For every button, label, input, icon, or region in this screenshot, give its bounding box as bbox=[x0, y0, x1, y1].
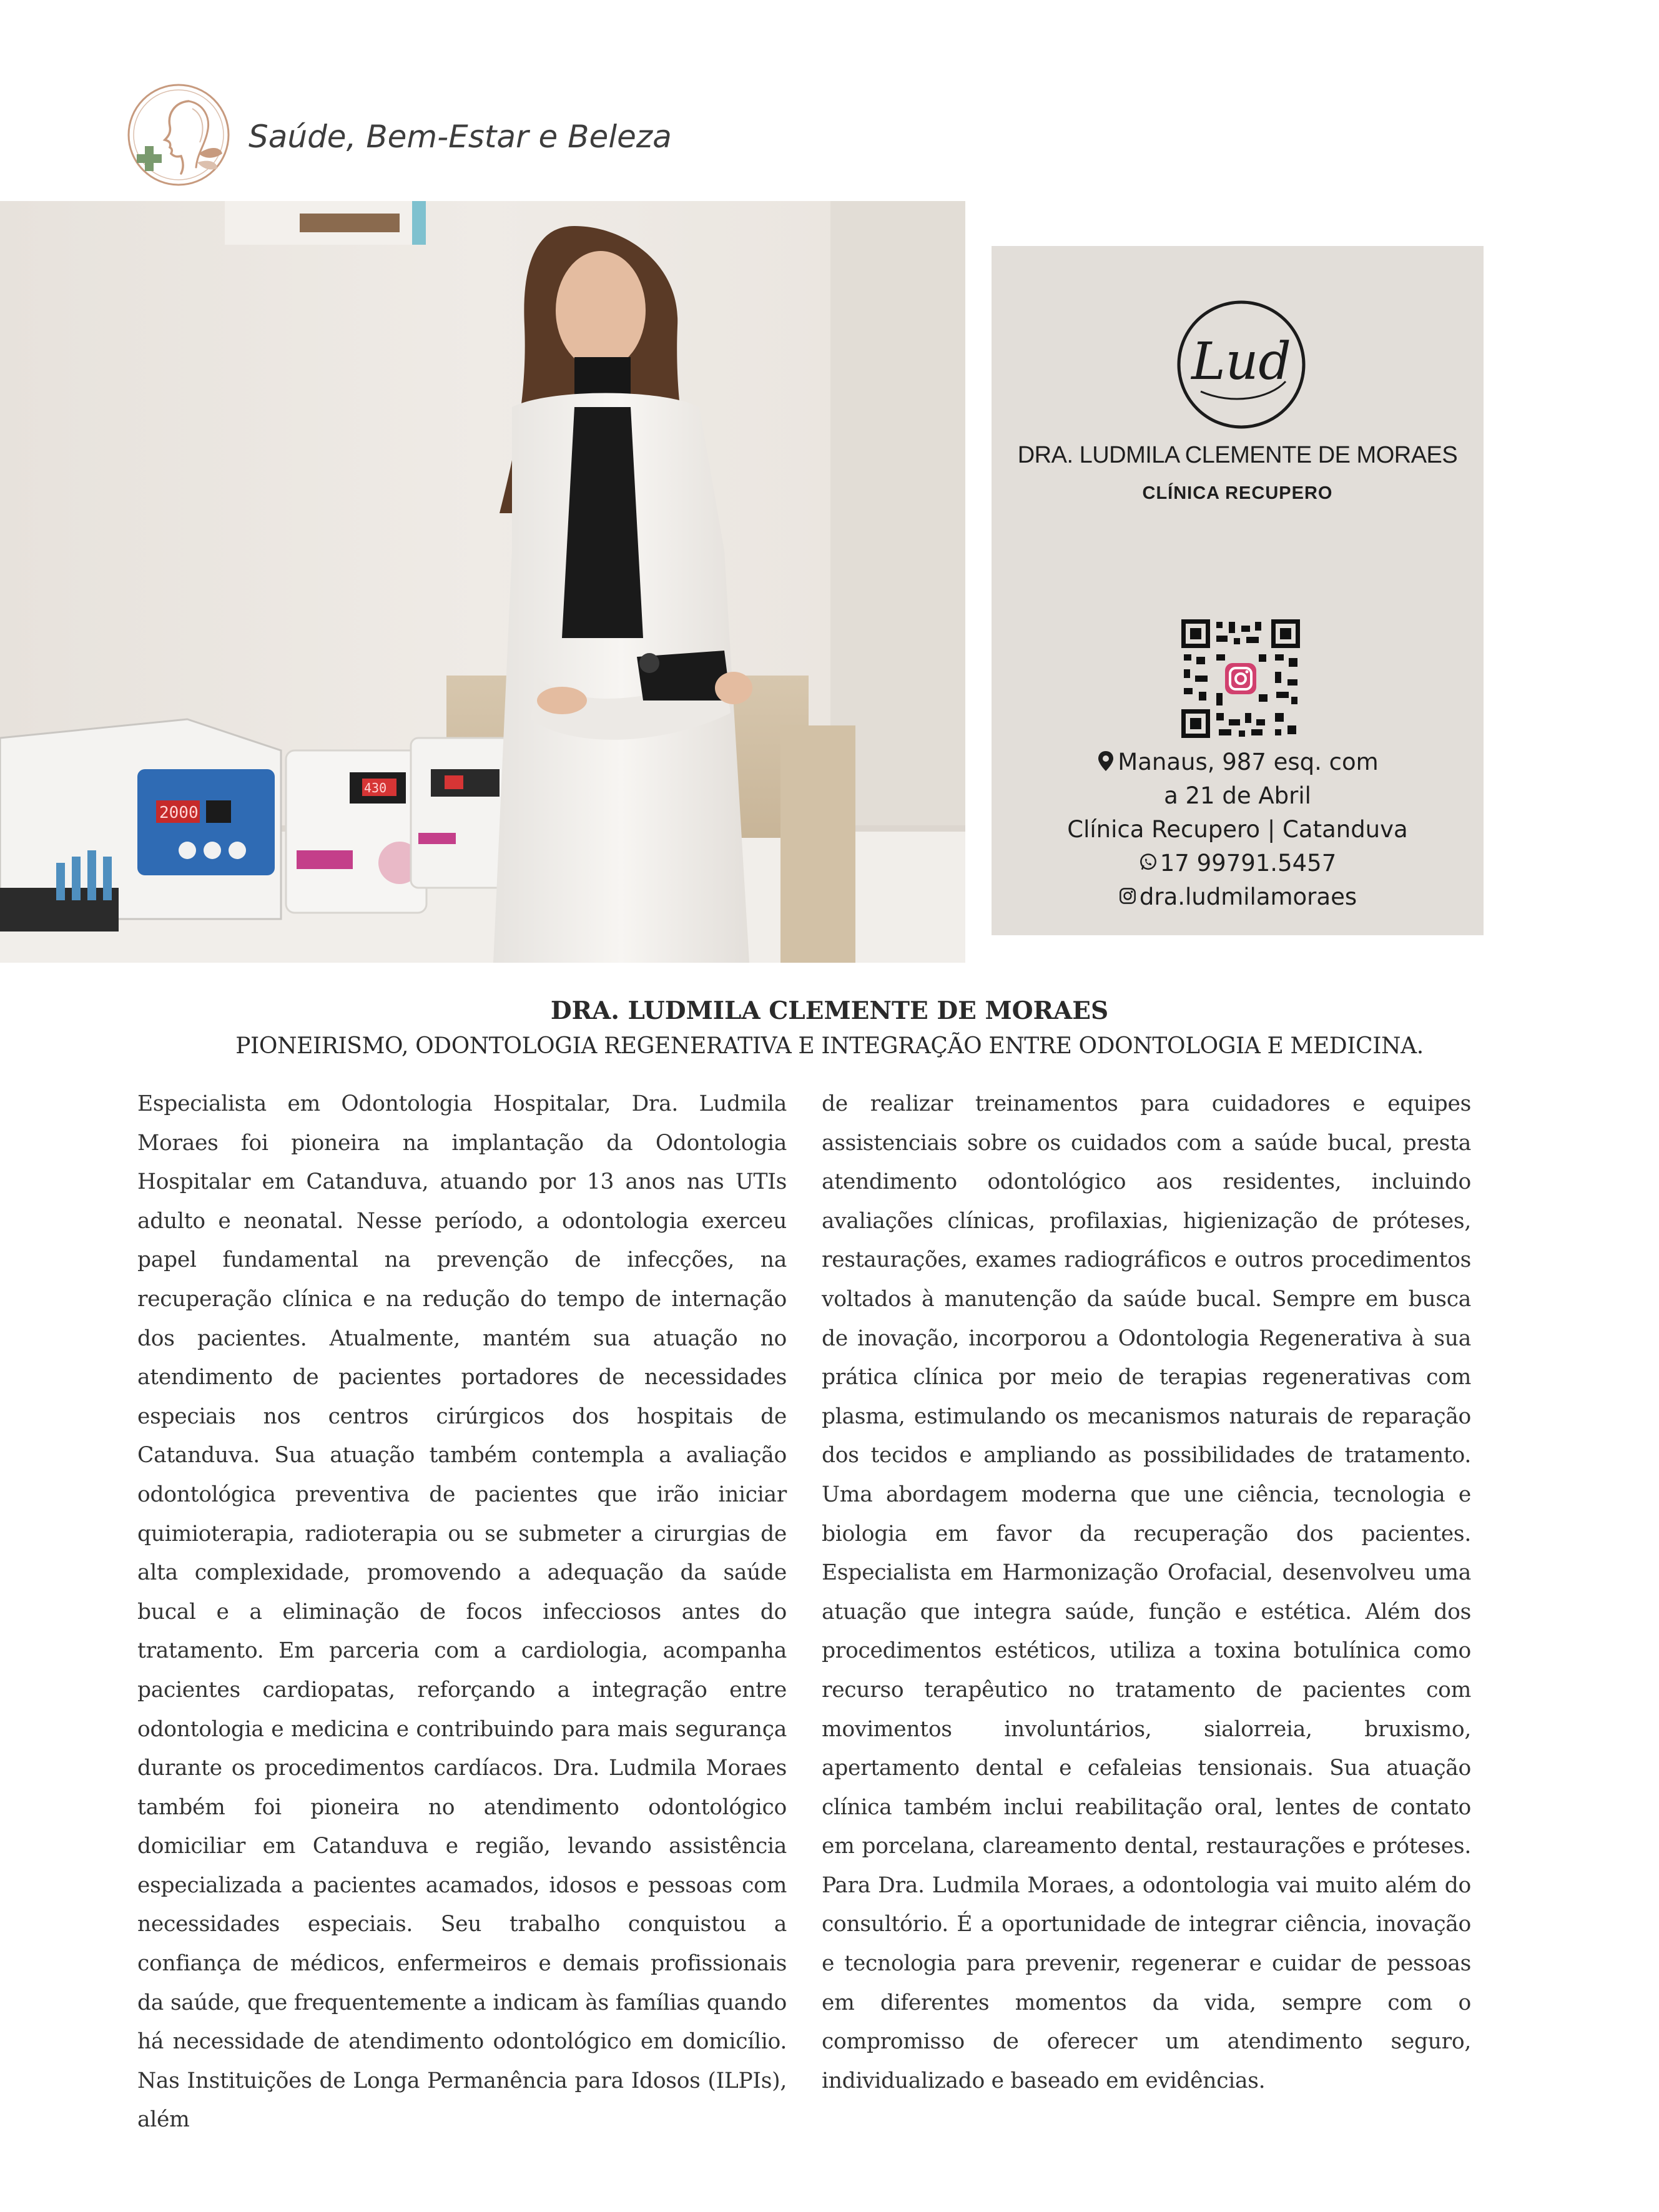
address-line-1 bbox=[992, 745, 1484, 779]
doctor-portrait-photo bbox=[0, 201, 965, 963]
phone-text[interactable]: 17 99791.5457 bbox=[1159, 850, 1337, 877]
lud-monogram-logo bbox=[1176, 299, 1307, 430]
card-clinic-name: CLÍNICA RECUPERO bbox=[1142, 483, 1333, 503]
section-title: Saúde, Bem-Estar e Beleza bbox=[249, 119, 672, 155]
face-leaf-cross-logo bbox=[124, 80, 234, 190]
instagram-icon bbox=[1118, 885, 1137, 907]
instagram-handle[interactable]: dra.ludmilamoraes bbox=[1139, 883, 1357, 910]
card-contact-info bbox=[992, 745, 1484, 914]
device-display-right: 430 bbox=[364, 780, 387, 795]
contact-card bbox=[992, 246, 1484, 935]
location-pin-icon bbox=[1096, 750, 1115, 772]
phone-line[interactable] bbox=[992, 847, 1484, 880]
address-line-3: Clínica Recupero | Catanduva bbox=[1067, 816, 1408, 843]
instagram-qr-code[interactable] bbox=[1181, 619, 1300, 738]
whatsapp-icon bbox=[1139, 851, 1158, 873]
article-column-right: de realizar treinamentos para cuidadores e equipes assistenciais sobre os cuidados com a saúde bucal, presta atendimento odontológico aos residentes, incluindo avaliações clínicas, profilaxias, higienização de próteses, restaurações, exames radiográficos e outros procedimentos voltados à manutenção da saúde bucal. Sempre em busca de inovação, incorporou a Odontologia Regenerativa à sua prática clínica por meio de terapias regenerativas com plasma, estimulando os mecanismos naturais de reparação dos tecidos e ampliando as possibilidades de tratamento. Uma abordagem moderna que une ciência, tecnologia e biologia em favor da recuperação dos pacientes. Especialista em Harmonização Orofacial, desenvolveu uma atuação que integra saúde, função e estética. Além dos procedimentos estéticos, utiliza a toxina botulínica como recurso terapêutico no tratamento de pacientes com movimentos involuntários, sialorreia, bruxismo, apertamento dental e cefaleias tensionais. Sua atuação clínica também inclui reabilitação oral, lentes de contato em porcelana, clareamento dental, restaurações e próteses. Para Dra. Ludmila Moraes, a odontologia vai muito além do consultório. É a oportunidade de integrar ciência, inovação e tecnologia para prevenir, regenerar e cuidar de pessoas em diferentes momentos da vida, sempre com o compromisso de oferecer um atendimento seguro, individualizado e baseado em evidências. bbox=[822, 1091, 1471, 2093]
article-headline: DRA. LUDMILA CLEMENTE DE MORAES bbox=[550, 996, 1109, 1025]
address-line-2: a 21 de Abril bbox=[1164, 782, 1311, 809]
instagram-line[interactable] bbox=[992, 880, 1484, 914]
card-doctor-name: DRA. LUDMILA CLEMENTE DE MORAES bbox=[1017, 442, 1458, 468]
monogram-text: Lud bbox=[1191, 332, 1291, 391]
address-line-1-text: Manaus, 987 esq. com bbox=[1118, 749, 1379, 775]
article-subheadline: PIONEIRISMO, ODONTOLOGIA REGENERATIVA E INTEGRAÇÃO ENTRE ODONTOLOGIA E MEDICINA. bbox=[235, 1033, 1424, 1059]
device-display-left: 2000 bbox=[159, 804, 199, 822]
article-column-left: Especialista em Odontologia Hospitalar, Dra. Ludmila Moraes foi pioneira na implantação da Odontologia Hospitalar em Catanduva, atuando por 13 anos nas UTIs adulto e neonatal. Nesse período, a odontologia exerceu papel fundamental na prevenção de infecções, na recuperação clínica e na redução do tempo de internação dos pacientes. Atualmente, mantém sua atuação no atendimento de pacientes portadores de necessidades especiais nos centros cirúrgicos dos hospitais de Catanduva. Sua atuação também contempla a avaliação odontológica preventiva de pacientes que irão iniciar quimioterapia, radioterapia ou se submeter a cirurgias de alta complexidade, promovendo a adequação da saúde bucal e a eliminação de focos infecciosos antes do tratamento. Em parceria com a cardiologia, acompanha pacientes cardiopatas, reforçando a integração entre odontologia e medicina e contribuindo para mais segurança durante os procedimentos cardíacos. Dra. Ludmila Moraes também foi pioneira no atendimento odontológico domiciliar em Catanduva e região, levando assistência especializada a pacientes acamados, idosos e pessoas com necessidades especiais. Seu trabalho conquistou a confiança de médicos, enfermeiros e demais profissionais da saúde, que frequentemente a indicam às famílias quando há necessidade de atendimento odontológico em domicílio. Nas Instituições de Longa Permanência para Idosos (ILPIs), além bbox=[137, 1091, 787, 2133]
